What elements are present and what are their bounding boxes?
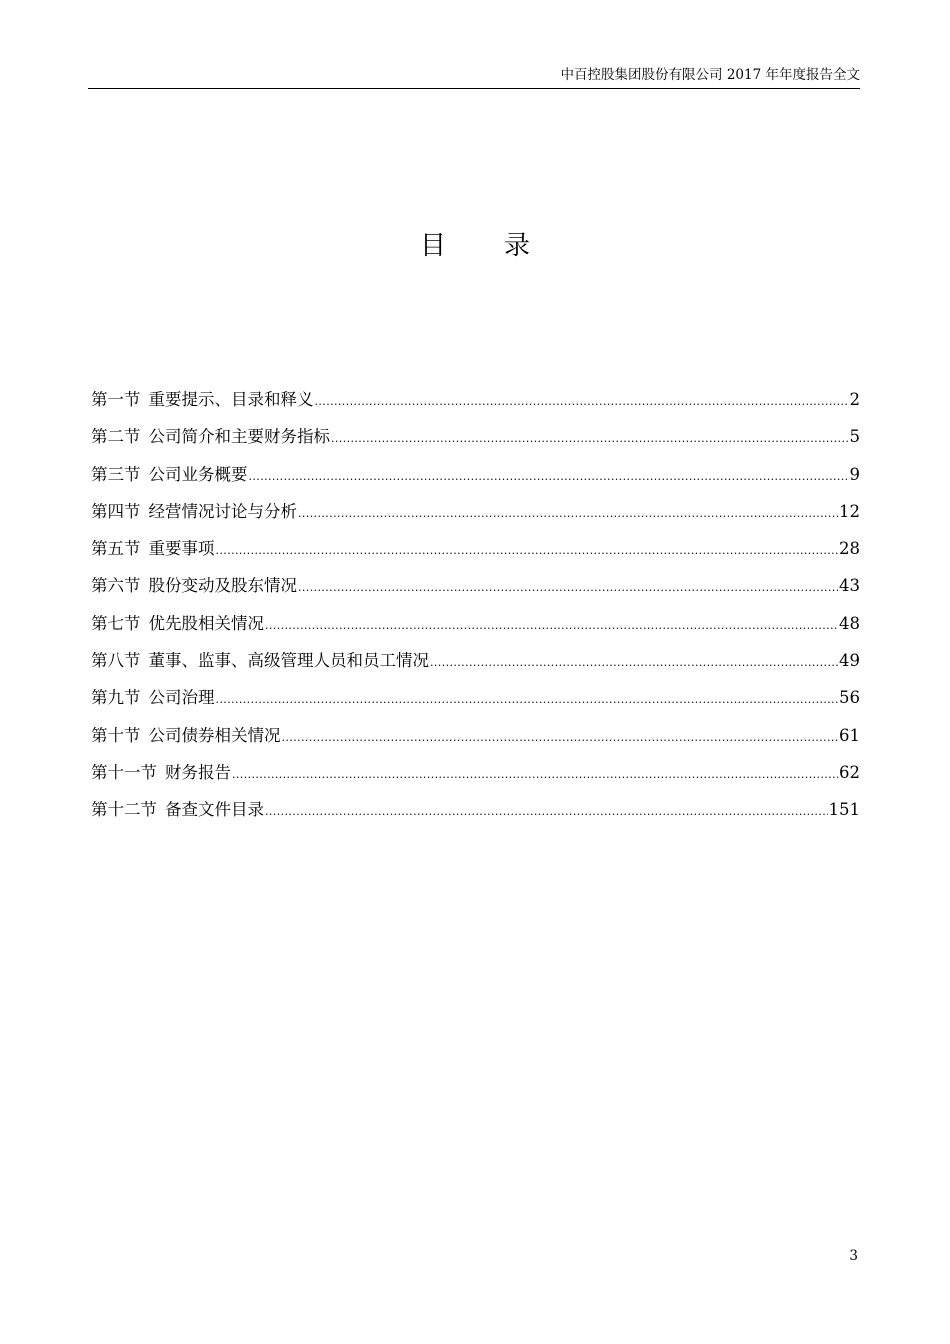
toc-leader (216, 686, 839, 714)
toc-entry[interactable] (91, 647, 860, 684)
toc-leader (232, 761, 838, 789)
toc-entry[interactable] (91, 759, 860, 796)
toc-section: 第五节 (91, 539, 141, 559)
toc-title: 财务报告 (165, 762, 231, 782)
toc-entry[interactable] (91, 498, 860, 535)
toc-page: 151 (828, 800, 860, 820)
toc-page: 56 (839, 688, 860, 708)
toc-page: 49 (839, 651, 860, 671)
toc-entry[interactable] (91, 722, 860, 759)
toc-page: 2 (849, 390, 860, 409)
toc-leader (298, 574, 838, 602)
toc-leader (315, 388, 849, 416)
toc-leader (249, 463, 849, 491)
page-header (88, 62, 860, 89)
toc-section: 第三节 (91, 464, 141, 484)
toc-page: 5 (849, 427, 860, 447)
toc-leader (265, 612, 838, 640)
toc-section: 第一节 (91, 390, 141, 409)
toc-title: 董事、监事、高级管理人员和员工情况 (148, 651, 429, 671)
toc-entry[interactable] (91, 610, 860, 647)
toc-page: 9 (849, 464, 860, 484)
toc-leader (331, 425, 849, 453)
toc-title: 公司债券相关情况 (148, 725, 281, 745)
toc-section: 第二节 (91, 427, 141, 447)
toc-page: 12 (839, 501, 860, 521)
toc-title: 优先股相关情况 (148, 613, 264, 633)
toc-section: 第十一节 (91, 762, 157, 782)
toc-entry[interactable] (91, 386, 860, 423)
toc-title: 经营情况讨论与分析 (148, 501, 297, 521)
toc-entry[interactable] (91, 535, 860, 572)
toc-title: 股份变动及股东情况 (148, 576, 297, 596)
toc-section: 第六节 (91, 576, 141, 596)
toc-section: 第十节 (91, 725, 141, 745)
toc-leader (282, 724, 839, 752)
header-text: 中百控股集团股份有限公司 2017 年年度报告全文 (560, 67, 860, 83)
page-title: 目录 (419, 231, 588, 261)
toc-leader (430, 649, 838, 677)
toc-entry[interactable] (91, 461, 860, 498)
toc-page: 48 (839, 613, 860, 633)
toc-section: 第八节 (91, 651, 141, 671)
toc-leader (298, 500, 838, 528)
toc-section: 第九节 (91, 688, 141, 708)
toc-title: 公司治理 (148, 688, 215, 708)
toc-title: 备查文件目录 (165, 800, 264, 820)
toc-page: 43 (839, 576, 860, 596)
toc-page: 61 (839, 725, 860, 745)
toc-page: 28 (839, 539, 860, 559)
toc-title: 重要事项 (148, 539, 215, 559)
toc-title: 公司业务概要 (148, 464, 248, 484)
toc-title: 公司简介和主要财务指标 (148, 427, 330, 447)
toc-section: 第七节 (91, 613, 141, 633)
toc-leader (216, 537, 839, 565)
toc-title: 重要提示、目录和释义 (148, 390, 314, 409)
toc-entry[interactable] (91, 684, 860, 721)
toc-page: 62 (839, 762, 860, 782)
toc-entry[interactable] (91, 572, 860, 609)
page-number: 3 (849, 1248, 858, 1264)
toc-leader (265, 798, 828, 826)
toc-section: 第十二节 (91, 800, 157, 820)
toc-section: 第四节 (91, 501, 141, 521)
toc-entry[interactable] (91, 796, 860, 833)
toc-entry[interactable] (91, 423, 860, 460)
table-of-contents (91, 386, 860, 834)
